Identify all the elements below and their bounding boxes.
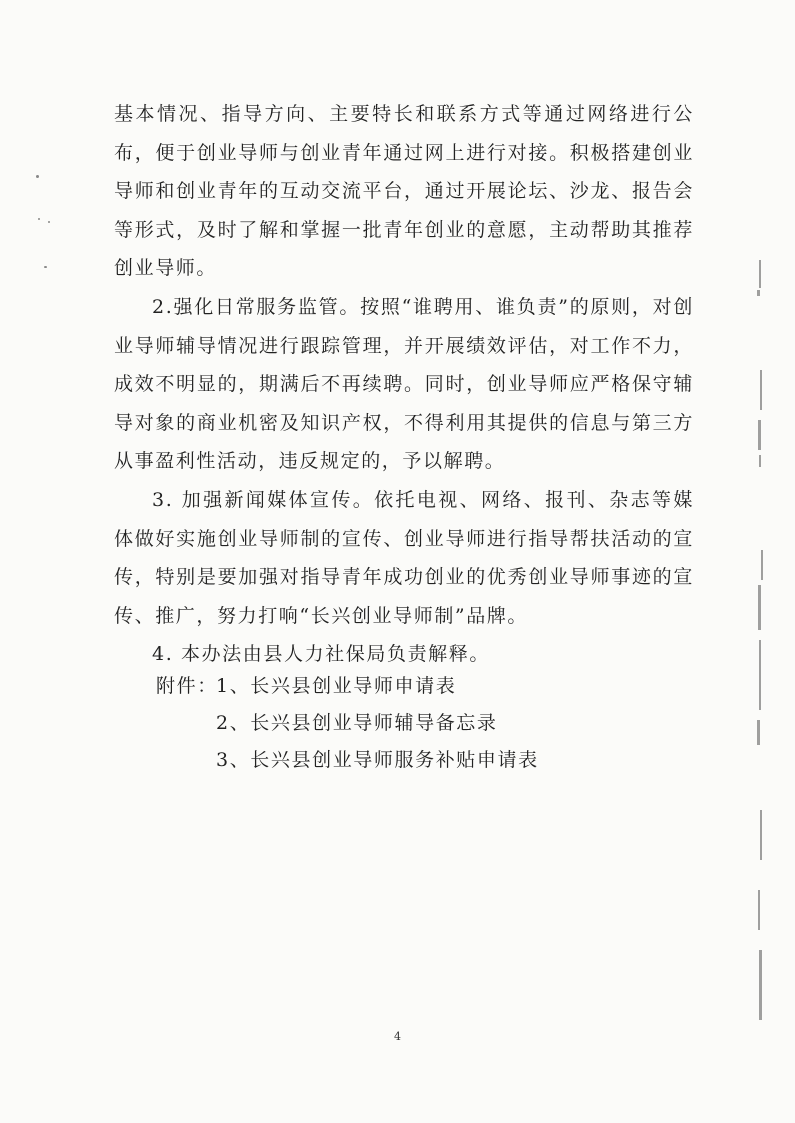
scan-speck [36,175,39,178]
attachment-item-2: 2、长兴县创业导师辅导备忘录 [216,712,498,734]
scan-speck [38,218,40,220]
attachment-item [156,742,539,779]
paragraph-2: 2.强化日常服务监管。按照“谁聘用、谁负责”的原则，对创业导师辅导情况进行跟踪管理，并开展绩效评估，对工作不力，成效不明显的，期满后不再续聘。同时，创业导师应严格保守辅导对象的商业机密及知识产权，不得利用其提供的信息与第三方从事盈利性活动，违反规定的，予以解聘。 [114,295,694,473]
page-number: 4 [394,1030,401,1043]
paragraph-3: 3. 加强新闻媒体宣传。依托电视、网络、报刊、杂志等媒体做好实施创业导师制的宣传、创业导师进行指导帮扶活动的宣传，特别是要加强对指导青年成功创业的优秀创业导师事迹的宣传、推广，努力打响“长兴创业导师制”品牌。 [114,488,694,627]
paragraph-1: 基本情况、指导方向、主要特长和联系方式等通过网络进行公布，便于创业导师与创业青年通过网上进行对接。积极搭建创业导师和创业青年的互动交流平台，通过开展论坛、沙龙、报告会等形式，及时了解和掌握一批青年创业的意愿，主动帮助其推荐创业导师。 [114,103,694,280]
paragraph-4: 4. 本办法由县人力社保局负责解释。 [152,643,490,666]
attachment-item-3: 3、长兴县创业导师服务补贴申请表 [216,749,539,771]
attachment-item-1: 1、长兴县创业导师申请表 [216,675,457,697]
attachments-list [156,668,539,779]
body-text [114,95,694,674]
scan-edge-artifact [749,250,771,1050]
attachment-item [156,705,539,742]
attachment-item [156,668,539,705]
attachments-label: 附件： [156,675,218,697]
scan-speck [48,221,50,223]
scan-speck [44,266,47,268]
